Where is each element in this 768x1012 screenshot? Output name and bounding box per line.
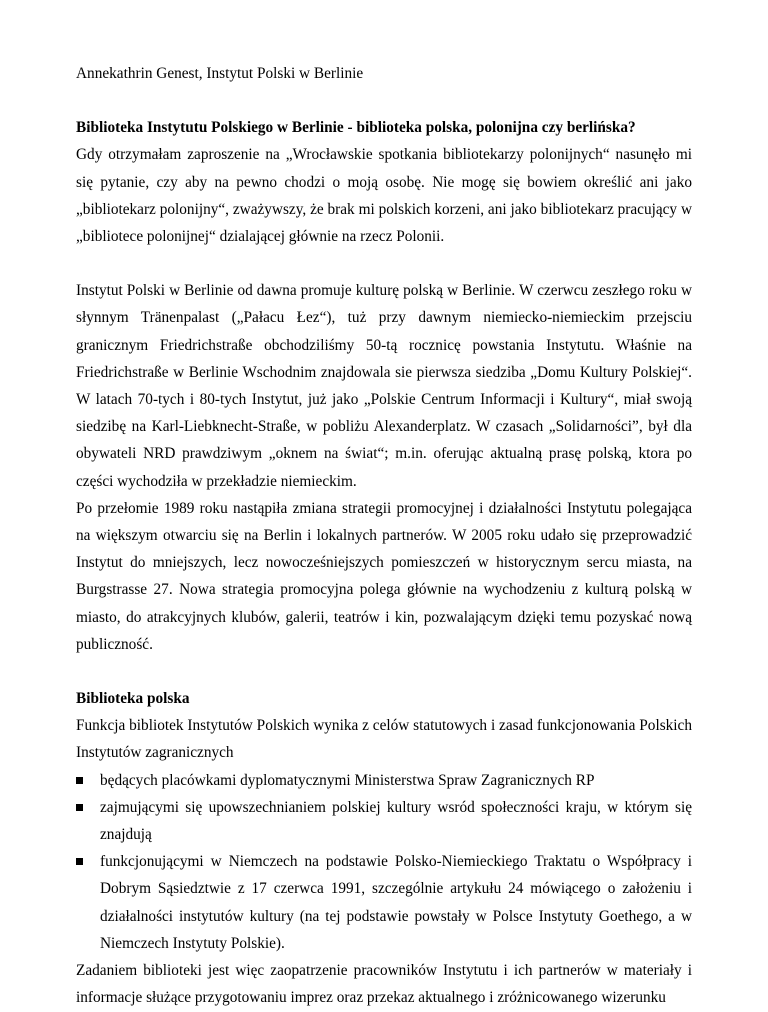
list-item (76, 848, 692, 957)
bullet-list (76, 767, 692, 957)
list-item (76, 794, 692, 848)
section-intro: Funkcja bibliotek Instytutów Polskich wynika z celów statutowych i zasad funkcjonowania Polskich Instytutów zagranicznych (76, 717, 692, 762)
list-item-text: będących placówkami dyplomatycznymi Ministerstwa Spraw Zagranicznych RP (100, 771, 595, 789)
document-page (76, 60, 692, 1012)
square-bullet-icon (76, 858, 83, 865)
square-bullet-icon (76, 777, 83, 784)
list-item-text: funkcjonującymi w Niemczech na podstawie Polsko-Niemieckiego Traktatu o Współpracy i Dobrym Sąsiedztwie z 17 czerwca 1991, szczególnie artykułu 24 mówiącego o założeniu i działalności instytutów kultury (na tej podstawie powstały w Polsce Instytuty Goethego, a w Niemczech Instytuty Polskie). (100, 853, 692, 952)
history-paragraph: Instytut Polski w Berlinie od dawna promuje kulturę polską w Berlinie. W czerwcu zeszłego roku w słynnym Tränenpalast („Pałacu Łez“), tuż przy dawnym niemiecko-niemieckim przejsciu granicznym Friedrichstraße obchodziliśmy 50-tą rocznicę powstania Instytutu. Właśnie na Friedrichstraße w Berlinie Wschodnim znajdowala sie pierwsza siedziba „Domu Kultury Polskiej“. W latach 70-tych i 80-tych Instytut, już jako „Polskie Centrum Informacji i Kultury“, miał swoją siedzibę na Karl-Liebknecht-Straße, w pobliżu Alexanderplatz. W czasach „Solidarności”, był dla obywateli NRD prawdziwym „oknem na świat“; m.in. oferując aktualną prasę polską, ktora po części wychodziła w przekładzie niemieckim. (76, 282, 692, 490)
closing-paragraph: Zadaniem biblioteki jest więc zaopatrzenie pracowników Instytutu i ich partnerów w materiały i informacje służące przygotowaniu imprez oraz przekaz aktualnego i zróżnicowanego wizerunku (76, 962, 692, 1007)
author-line: Annekathrin Genest, Instytut Polski w Berlinie (76, 65, 364, 82)
list-item (76, 767, 692, 794)
square-bullet-icon (76, 804, 83, 811)
intro-paragraph: Gdy otrzymałam zaproszenie na „Wrocławskie spotkania bibliotekarzy polonijnych“ nasunęło mi się pytanie, czy aby na pewno chodzi o moją osobę. Nie mogę się bowiem określić ani jako „bibliotekarz polonijny“, zważywszy, że brak mi polskich korzeni, ani jako bibliotekarz pracujący w „bibliotece polonijnej“ dzialającej głównie na rzecz Polonii. (76, 146, 692, 246)
section-heading: Biblioteka polska (76, 690, 190, 708)
list-item-text: zajmującymi się upowszechnianiem polskiej kultury wsród społeczności kraju, w którym się znajdują (100, 798, 692, 844)
document-title: Biblioteka Instytutu Polskiego w Berlinie - biblioteka polska, polonijna czy berlińska? (76, 119, 636, 137)
strategy-paragraph: Po przełomie 1989 roku nastąpiła zmiana strategii promocyjnej i działalności Instytutu polegająca na większym otwarciu się na Berlin i lokalnych partnerów. W 2005 roku udało się przeprowadzić Instytut do mniejszych, lecz nowocześniejszych pomieszczeń w historycznym sercu miasta, na Burgstrasse 27. Nowa strategia promocyjna polega głównie na wychodzeniu z kulturą polską w miasto, do atrakcyjnych klubów, galerii, teatrów i kin, pozwalającym dzięki temu pozyskać nową publiczność. (76, 499, 692, 653)
